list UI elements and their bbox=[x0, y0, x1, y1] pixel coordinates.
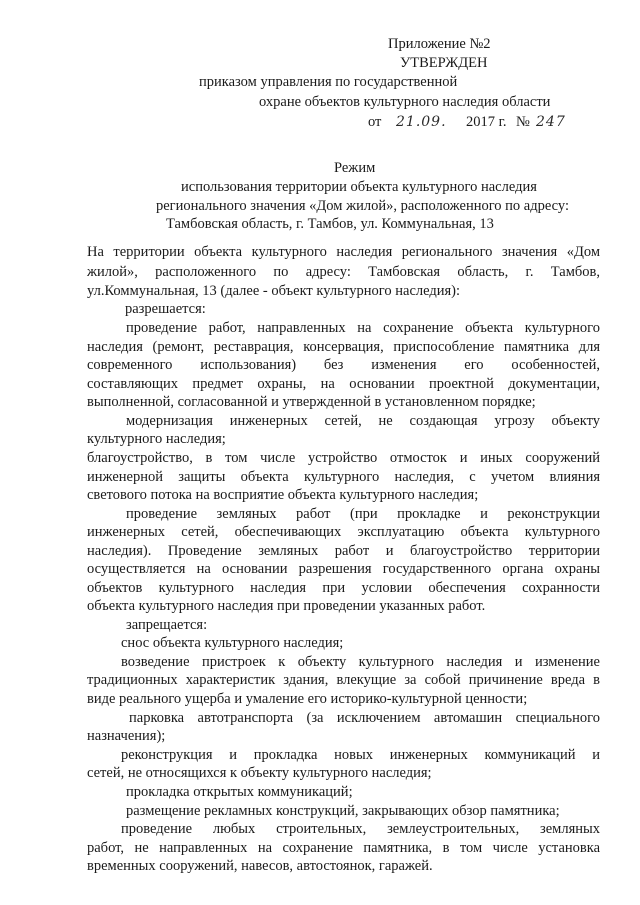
body-line: проведение земляных работ (при прокладке и реконструкции bbox=[126, 506, 600, 522]
body-line: снос объекта культурного наследия; bbox=[121, 635, 344, 651]
body-line: жилой», расположенного по адресу: Тамбовская область, г. Тамбов, bbox=[87, 264, 600, 280]
body-line: благоустройство, в том числе устройство отмосток и иных сооружений bbox=[87, 450, 600, 466]
appendix-label: Приложение №2 bbox=[388, 36, 491, 52]
body-line: современного использования) без изменения его особенностей, bbox=[87, 357, 600, 373]
body-line: назначения); bbox=[87, 728, 166, 744]
order-number-label: № bbox=[516, 114, 530, 130]
body-line: временных сооружений, навесов, автостоянок, гаражей. bbox=[87, 858, 433, 874]
body-line: наследия (ремонт, реставрация, консервация, приспособление памятника для bbox=[87, 339, 600, 355]
body-line: запрещается: bbox=[126, 617, 208, 633]
body-line: сетей, не относящихся к объекту культурного наследия; bbox=[87, 765, 432, 781]
body-line: размещение рекламных конструкций, закрывающих обзор памятника; bbox=[126, 803, 560, 819]
body-line: объекта культурного наследия при проведении указанных работ. bbox=[87, 598, 486, 614]
body-line: модернизация инженерных сетей, не создающая угрозу объекту bbox=[126, 413, 600, 429]
body-line: светового потока на восприятие объекта культурного наследия; bbox=[87, 487, 479, 503]
body-line: проведение любых строительных, землеустроительных, земляных bbox=[121, 821, 600, 837]
body-line: традиционных характеристик здания, влекущие за собой причинение вреда в bbox=[87, 672, 600, 688]
body-line: реконструкция и прокладка новых инженерных коммуникаций и bbox=[121, 747, 600, 763]
regime-title: Режим bbox=[334, 160, 376, 176]
body-line: возведение пристроек к объекту культурного наследия и изменение bbox=[121, 654, 600, 670]
body-line: составляющих предмет охраны, на основании проектной документации, bbox=[87, 376, 600, 392]
order-date-handwritten: 21.09. bbox=[396, 114, 447, 130]
body-line: осуществляется на основании разрешения государственного органа охраны bbox=[87, 561, 600, 577]
body-line: На территории объекта культурного наследия регионального значения «Дом bbox=[87, 244, 600, 260]
body-line: наследия). Проведение земляных работ и благоустройство территории bbox=[87, 543, 600, 559]
body-line: прокладка открытых коммуникаций; bbox=[126, 784, 353, 800]
body-line: инженерной защиты объекта культурного наследия, с учетом влияния bbox=[87, 469, 600, 485]
body-line: парковка автотранспорта (за исключением автомашин специального bbox=[129, 710, 600, 726]
body-line: проведение работ, направленных на сохранение объекта культурного bbox=[126, 320, 600, 336]
regime-subtitle-line-3: Тамбовская область, г. Тамбов, ул. Коммунальная, 13 bbox=[166, 216, 494, 232]
regime-subtitle-line-2: регионального значения «Дом жилой», расположенного по адресу: bbox=[156, 198, 569, 214]
order-line-2: охране объектов культурного наследия области bbox=[259, 94, 551, 110]
order-year: 2017 г. bbox=[466, 114, 507, 130]
body-line: инженерных сетей, обеспечивающих эксплуатацию объекта культурного bbox=[87, 524, 600, 540]
regime-subtitle-line-1: использования территории объекта культурного наследия bbox=[181, 179, 537, 195]
body-line: виде реального ущерба и умаление его историко-культурной ценности; bbox=[87, 691, 528, 707]
body-line: ул.Коммунальная, 13 (далее - объект культурного наследия): bbox=[87, 283, 461, 299]
body-line: культурного наследия; bbox=[87, 431, 226, 447]
body-line: разрешается: bbox=[125, 301, 206, 317]
body-line: работ, не направленных на сохранение памятника, в том числе установка bbox=[87, 840, 600, 856]
order-number-handwritten: 247 bbox=[536, 114, 566, 130]
body-line: выполненной, согласованной и утвержденной в установленном порядке; bbox=[87, 394, 536, 410]
order-line-1: приказом управления по государственной bbox=[199, 74, 458, 90]
approved-label: УТВЕРЖДЕН bbox=[400, 55, 488, 71]
order-date-prefix: от bbox=[368, 114, 382, 130]
body-line: объектов культурного наследия при условии обеспечения сохранности bbox=[87, 580, 600, 596]
